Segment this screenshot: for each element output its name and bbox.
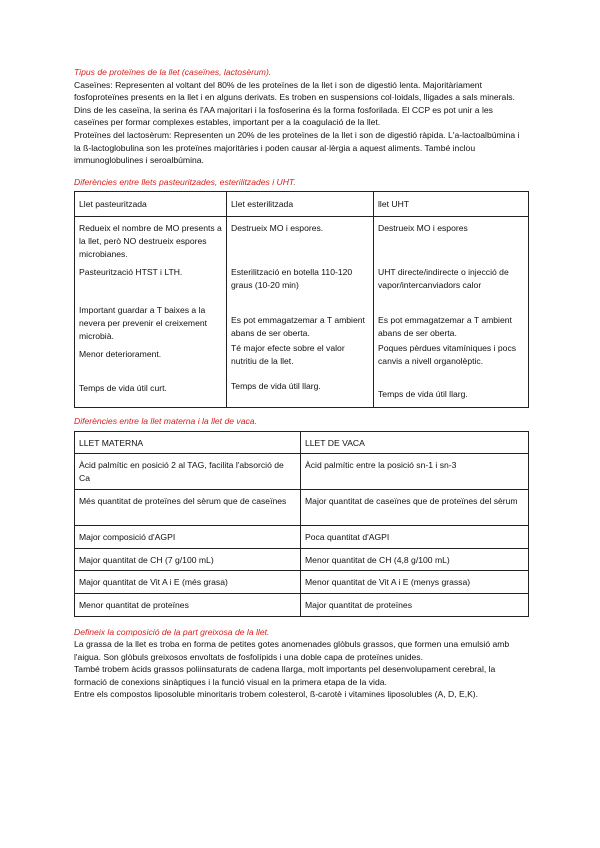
milk-comparison-table bbox=[74, 431, 529, 617]
list-item: Poques pèrdues vitamíniques i pocs canvis a nivell organolèptic. bbox=[378, 343, 517, 366]
table-cell: Menor quantitat de proteïnes bbox=[75, 593, 301, 616]
table-cell: Major quantitat de proteïnes bbox=[301, 593, 529, 616]
sterilized-cell bbox=[227, 217, 374, 408]
list-item: Temps de vida útil curt. bbox=[79, 383, 167, 394]
paragraph-fatty-acids: També trobem àcids grassos poliinsaturats de cadena llarga, molt importants pel desenvolupament cerebral, la formació de conexions sinàptiques i la funció visual en la primera etapa de la vida. bbox=[74, 664, 496, 687]
header-breast-milk: LLET MATERNA bbox=[75, 431, 301, 454]
list-item: Es pot emmagatzemar a T ambient abans de ser oberta. bbox=[378, 315, 512, 338]
table-cell: Major quantitat de CH (7 g/100 mL) bbox=[75, 548, 301, 571]
pasteurized-cell bbox=[75, 217, 227, 408]
table-row bbox=[75, 593, 529, 616]
header-uht: llet UHT bbox=[374, 192, 529, 217]
table-row bbox=[75, 490, 529, 526]
table-cell: Major quantitat de caseïnes que de proteïnes del sèrum bbox=[301, 490, 529, 526]
list-item: Té major efecte sobre el valor nutritiu de la llet. bbox=[231, 343, 345, 366]
table-cell: Major composició d'AGPI bbox=[75, 526, 301, 549]
table-cell: Més quantitat de proteïnes del sèrum que de caseïnes bbox=[75, 490, 301, 526]
list-item: Destrueix MO i espores. bbox=[231, 223, 324, 234]
table-row bbox=[75, 548, 529, 571]
paragraph-caseins: Caseïnes: Representen al voltant del 80% de les proteïnes de la llet i son de digestió lenta. Majoritàriament fosfoproteïnes presents en la llet i en alguns derivats. Es troben en suspensions col·loidals, lligades a sals minerals. Dins de les caseïna, la serina és l'AA majoritari i la fosfoserina és la forma fosforilada. El CCP es pot unir a les caseïnes per formar complexes estables, important per a la coagulació de la llet. bbox=[74, 79, 515, 128]
list-item: Redueix el nombre de MO presents a la llet, però NO destrueix espores microbianes. bbox=[79, 223, 222, 259]
table-cell: Àcid palmític en posició 2 al TAG, facilita l'absorció de Ca bbox=[75, 454, 301, 490]
list-item: Important guardar a T baixes a la nevera per prevenir el creixement microbià. bbox=[79, 305, 208, 341]
table-row bbox=[75, 526, 529, 549]
section-heading-protein-types: Tipus de proteïnes de la llet (caseïnes, lactosèrum). bbox=[74, 67, 272, 77]
header-pasteurized: Llet pasteuritzada bbox=[75, 192, 227, 217]
table-cell: Poca quantitat d'AGPI bbox=[301, 526, 529, 549]
list-item: Esterilització en botella 110-120 graus (10-20 min) bbox=[231, 267, 353, 290]
milk-treatment-table bbox=[74, 191, 529, 408]
paragraph-fat-globules: La grassa de la llet es troba en forma de petites gotes anomenades glòbuls grassos, que formen una emulsió amb l'aigua. Son glòbuls greixosos envoltats de fosfolípids i una doble capa de proteïnes unides. bbox=[74, 639, 510, 662]
section-heading-milk-comparison: Diferències entre la llet materna i la llet de vaca. bbox=[74, 415, 257, 426]
table-row bbox=[75, 217, 529, 408]
header-sterilized: Llet esterilitzada bbox=[227, 192, 374, 217]
table-row bbox=[75, 571, 529, 594]
list-item: Temps de vida útil llarg. bbox=[378, 389, 468, 400]
list-item: Es pot emmagatzemar a T ambient abans de ser oberta. bbox=[231, 315, 365, 338]
list-item: Menor deteriorament. bbox=[79, 349, 162, 360]
list-item: Temps de vida útil llarg. bbox=[231, 381, 321, 392]
section-heading-milk-treatments: Diferències entre llets pasteuritzades, esterilitzades i UHT. bbox=[74, 176, 296, 187]
table-cell: Àcid palmític entre la posició sn-1 i sn-3 bbox=[301, 454, 529, 490]
list-item: Destrueix MO i espores bbox=[378, 223, 468, 234]
section-heading-milk-fat: Defineix la composició de la part greixosa de la llet. bbox=[74, 626, 270, 637]
table-header-row bbox=[75, 192, 529, 217]
table-cell: Major quantitat de Vit A i E (més grasa) bbox=[75, 571, 301, 594]
paragraph-minor-compounds: Entre els compostos liposoluble minoritaris trobem colesterol, ß-carotè i vitamines liposolubles (A, D, E,K). bbox=[74, 689, 479, 700]
uht-cell bbox=[374, 217, 529, 408]
table-cell: Menor quantitat de Vit A i E (menys grassa) bbox=[301, 571, 529, 594]
table-row bbox=[75, 454, 529, 490]
paragraph-whey-proteins: Proteïnes del lactosèrum: Representen un 20% de les proteïnes de la llet i son de digestió ràpida. L'a-lactoalbúmina i la ß-lactoglobulina son les proteïnes majoritàries i poden causar al·lèrgia a aquest aliments. També inclou immunoglobulines i seroalbúmina. bbox=[74, 129, 520, 166]
list-item: Pasteurització HTST i LTH. bbox=[79, 267, 183, 278]
document-page bbox=[74, 66, 528, 701]
header-cow-milk: LLET DE VACA bbox=[301, 431, 529, 454]
list-item: UHT directe/indirecte o injecció de vapor/intercanviadors calor bbox=[378, 267, 509, 290]
table-cell: Menor quantitat de CH (4,8 g/100 mL) bbox=[301, 548, 529, 571]
table-header-row bbox=[75, 431, 529, 454]
